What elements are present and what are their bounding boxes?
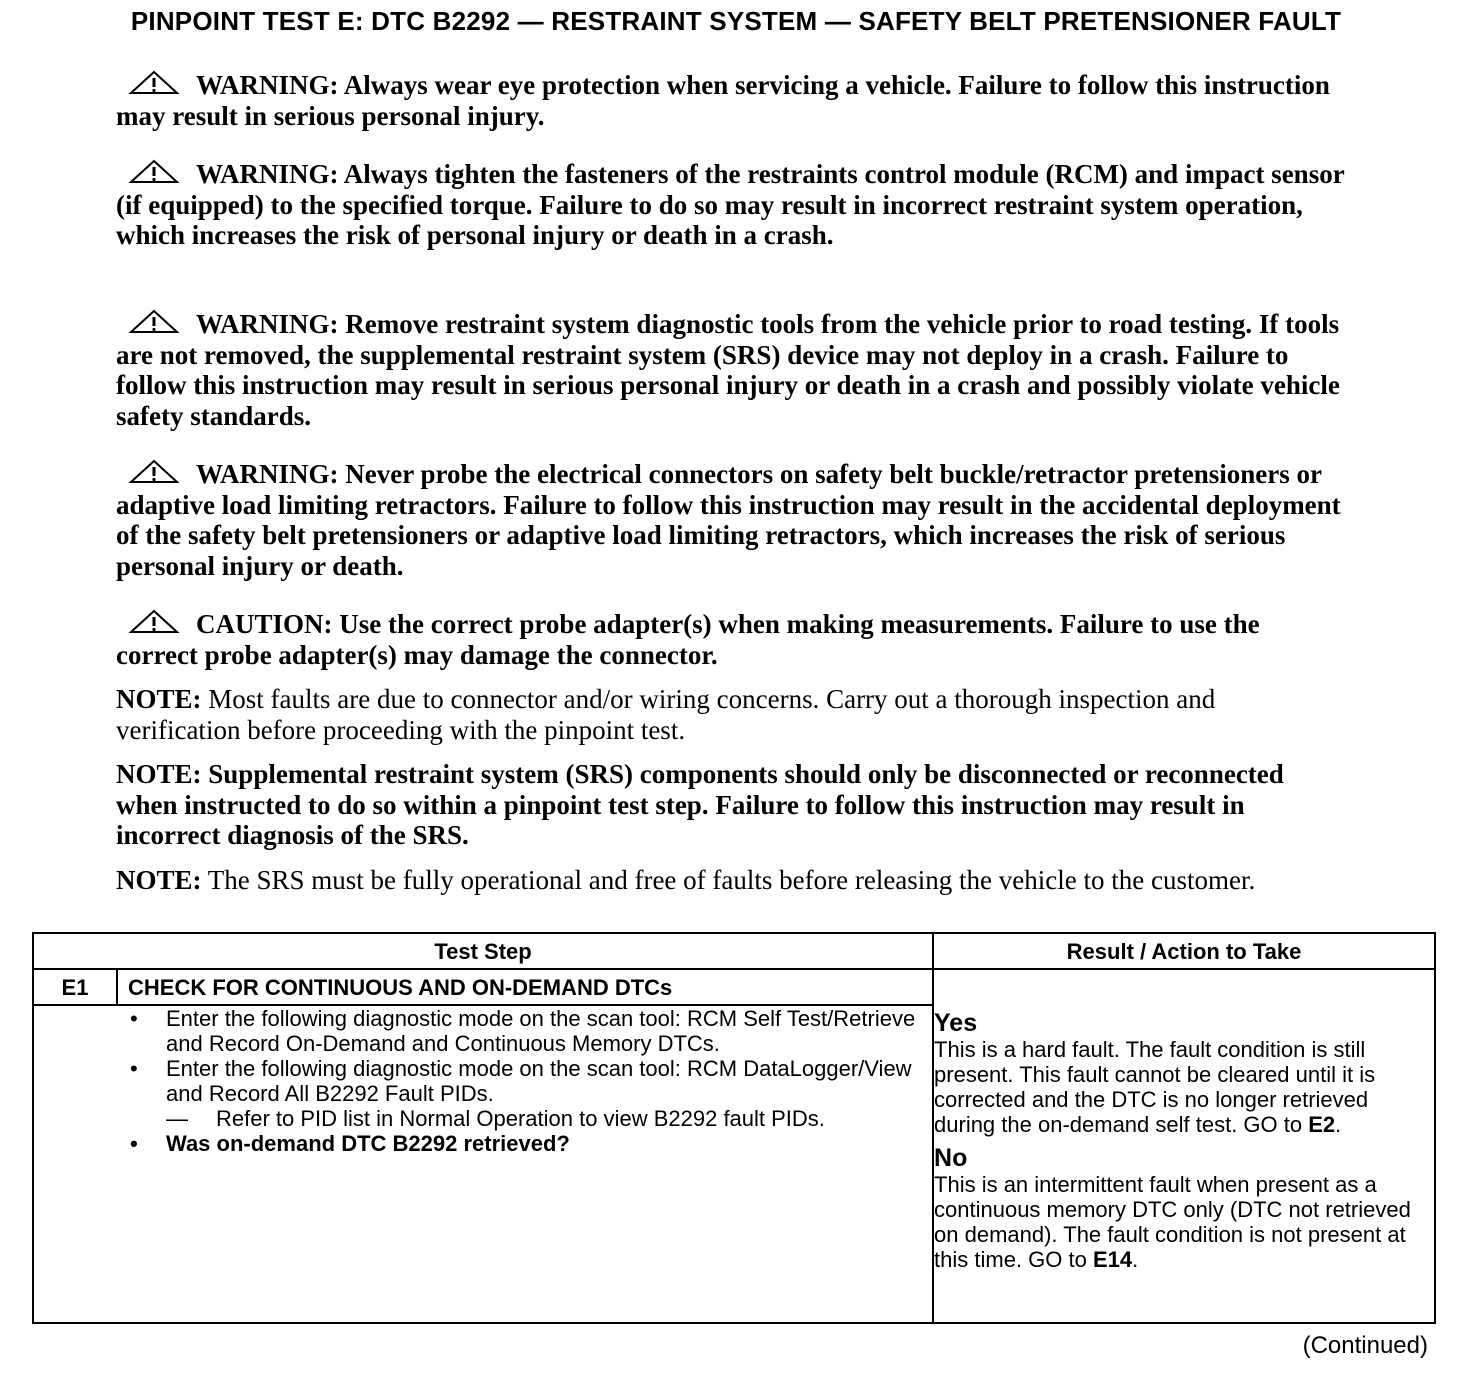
header-result-action: Result / Action to Take — [933, 933, 1435, 969]
yes-text: This is a hard fault. The fault condition is still present. This fault cannot be cleared until it is corrected and the DTC is no longer retrieved during the on-demand self test. GO to E2. — [934, 1037, 1376, 1137]
no-goto-link[interactable]: E14 — [1092, 1247, 1133, 1272]
note-label: NOTE: — [116, 759, 202, 789]
table-header-row — [33, 933, 1435, 969]
continued-label: (Continued) — [1302, 1332, 1428, 1359]
no-label: No — [934, 1144, 968, 1172]
caution-text: Use the correct probe adapter(s) when making measurements. Failure to use the correct probe adapter(s) may damage the connector. — [116, 609, 1260, 670]
sub-instruction-item: — Refer to PID list in Normal Operation to view B2292 fault PIDs. — [166, 1106, 932, 1131]
note-text: The SRS must be fully operational and free of faults before releasing the vehicle to the customer. — [207, 865, 1256, 895]
sub-instruction-list — [166, 1106, 932, 1131]
pinpoint-test-table — [32, 932, 1436, 1324]
instruction-list — [34, 1006, 932, 1156]
caution-block — [116, 609, 1346, 670]
warning-triangle-icon — [128, 159, 180, 185]
warning-triangle-icon — [128, 459, 180, 485]
step-id: E1 — [33, 969, 117, 1005]
note-text: Most faults are due to connector and/or wiring concerns. Carry out a thorough inspection and verification before proceeding with the pinpoint test. — [116, 684, 1216, 745]
warning-block — [116, 459, 1346, 581]
yes-label: Yes — [934, 1009, 978, 1037]
note-block — [116, 684, 1346, 745]
instruction-question: • Was on-demand DTC B2292 retrieved? — [34, 1131, 932, 1156]
warning-text: Remove restraint system diagnostic tools from the vehicle prior to road testing. If tools are not removed, the supplemental restraint system (SRS) device may not deploy in a crash. Failure to follow this instruction may result in serious personal injury or death in a crash and possibly violate vehicle safety standards. — [116, 309, 1340, 431]
header-test-step: Test Step — [33, 933, 933, 969]
no-text: This is an intermittent fault when present as a continuous memory DTC only (DTC not retrieved on demand). The fault condition is not present at this time. GO to E14. — [934, 1172, 1411, 1272]
warning-text: Always wear eye protection when servicing a vehicle. Failure to follow this instruction may result in serious personal injury. — [116, 70, 1330, 131]
step-title: CHECK FOR CONTINUOUS AND ON-DEMAND DTCs — [117, 969, 933, 1005]
note-text: Supplemental restraint system (SRS) components should only be disconnected or reconnected when instructed to do so within a pinpoint test step. Failure to follow this instruction may result in incorrect diagnosis of the SRS. — [116, 759, 1284, 850]
instruction-item: • Enter the following diagnostic mode on the scan tool: RCM Self Test/Retrieve and Record On-Demand and Continuous Memory DTCs. — [34, 1006, 932, 1056]
warning-text: Always tighten the fasteners of the restraints control module (RCM) and impact sensor (if equipped) to the specified torque. Failure to do so may result in incorrect restraint system operation, which increases the risk of personal injury or death in a crash. — [116, 159, 1345, 250]
table-row — [33, 969, 1435, 1005]
page-title: PINPOINT TEST E: DTC B2292 — RESTRAINT SYSTEM — SAFETY BELT PRETENSIONER FAULT — [130, 6, 1342, 36]
result-cell — [933, 969, 1435, 1323]
yes-goto-link[interactable]: E2 — [1308, 1112, 1336, 1137]
warning-label: WARNING: — [196, 70, 339, 100]
warning-block — [116, 309, 1346, 431]
warning-triangle-icon — [128, 609, 180, 635]
instruction-item: • Enter the following diagnostic mode on the scan tool: RCM DataLogger/View and Record All B2292 Fault PIDs. — Refer to PID list in Normal Operation to view B2292 fault PIDs. — [34, 1056, 932, 1131]
note-label: NOTE: — [116, 684, 202, 714]
note-block — [116, 865, 1346, 896]
note-label: NOTE: — [116, 865, 202, 895]
warning-triangle-icon — [128, 70, 180, 96]
warning-label: WARNING: — [196, 459, 339, 489]
note-block — [116, 759, 1346, 851]
caution-label: CAUTION: — [196, 609, 333, 639]
warning-block — [116, 70, 1346, 131]
warning-text: Never probe the electrical connectors on safety belt buckle/retractor pretensioners or adaptive load limiting retractors. Failure to follow this instruction may result in the accidental deployment of the safety belt pretensioners or adaptive load limiting retractors, which increases the risk of serious personal injury or death. — [116, 459, 1341, 581]
warning-triangle-icon — [128, 309, 180, 335]
warning-block — [116, 159, 1346, 251]
warning-label: WARNING: — [196, 159, 339, 189]
warning-label: WARNING: — [196, 309, 339, 339]
step-instructions — [33, 1005, 933, 1323]
